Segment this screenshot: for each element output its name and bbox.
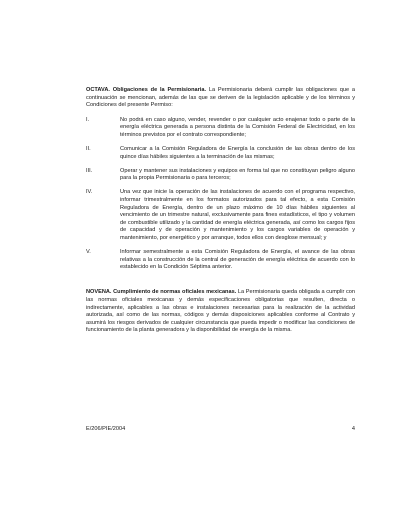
- list-item-text: Informar semestralmente a esta Comisión Reguladora de Energía, el avance de las obras relativas a la construcción de la central de generación de energía eléctrica de acuerdo con lo establecido en la Condición Séptima anterior.: [120, 249, 355, 271]
- page-number: 4: [351, 426, 355, 432]
- list-item-number: IV.: [86, 189, 93, 196]
- document-code: E/206/PIE/2004: [86, 426, 126, 432]
- obligations-list: [86, 117, 355, 272]
- document-body: [86, 87, 355, 342]
- list-item-text: No podrá en caso alguno, vender, revender o por cualquier acto enajenar todo o parte de la energía eléctrica generada a persona distinta de la Comisión Federal de Electricidad, en los términos previstos por el contrato correspondiente;: [120, 116, 355, 138]
- list-item: [86, 146, 355, 161]
- section-spacer: [86, 278, 355, 289]
- novena-paragraph: [86, 289, 355, 335]
- octava-paragraph: [86, 87, 355, 110]
- list-item: [86, 249, 355, 272]
- list-item: [86, 168, 355, 183]
- list-item-number: V.: [86, 249, 91, 256]
- list-item-text: Comunicar a la Comisión Reguladora de Energía la conclusión de las obras dentro de los quince días hábiles siguientes a la terminación de las mismas;: [120, 146, 355, 160]
- list-item-text: Una vez que inicie la operación de las instalaciones de acuerdo con el programa respectivo, informar trimestralmente en los formatos autorizados para tal efecto, a esta Comisión Reguladora de Energía, dentro de un plazo máximo de 10 días hábiles siguientes al vencimiento de un trimestre natural, exclusivamente para fines estadísticos, el tipo y volumen de combustible utilizado y la cantidad de energía eléctrica generada, así como los cargos fijos de capacidad y de operación y mantenimiento y los cargos variables de operación y mantenimiento, por energético y por arranque, todos ellos con desglose mensual; y: [120, 189, 355, 241]
- page-footer: [86, 426, 355, 434]
- list-item: [86, 189, 355, 242]
- octava-intro: La Permisionaria deberá cumplir las obligaciones que a continuación se mencionan, además de las que se deriven de la legislación aplicable y de los términos y Condiciones del presente Permiso:: [86, 87, 356, 109]
- list-item-text: Operar y mantener sus instalaciones y equipos en forma tal que no constituyan peligro alguno para la propia Permisionaria o para terceros;: [120, 167, 355, 182]
- list-item-number: III.: [86, 167, 93, 174]
- novena-heading: NOVENA. Cumplimiento de normas oficiales mexicanas.: [86, 289, 237, 296]
- list-item-number: I.: [86, 116, 90, 123]
- list-item-number: II.: [86, 146, 91, 153]
- list-item: [86, 117, 355, 140]
- octava-heading: OCTAVA. Obligaciones de la Permisionaria.: [86, 87, 207, 93]
- novena-text: La Permisionaria queda obligada a cumplir con las normas oficiales mexicanas y demás especificaciones obligatorias que resulten, directa o indirectamente, aplicables a las obras e instalaciones necesarias para la realización de la actividad autorizada, así como de las normas, códigos y demás disposiciones aplicables conforme al Contrato y asumirá los riesgos derivados de cualquier circunstancia que pueda impedir o modificar las condiciones de funcionamiento de la planta generadora y la disponibilidad de energía de la misma.: [86, 289, 355, 334]
